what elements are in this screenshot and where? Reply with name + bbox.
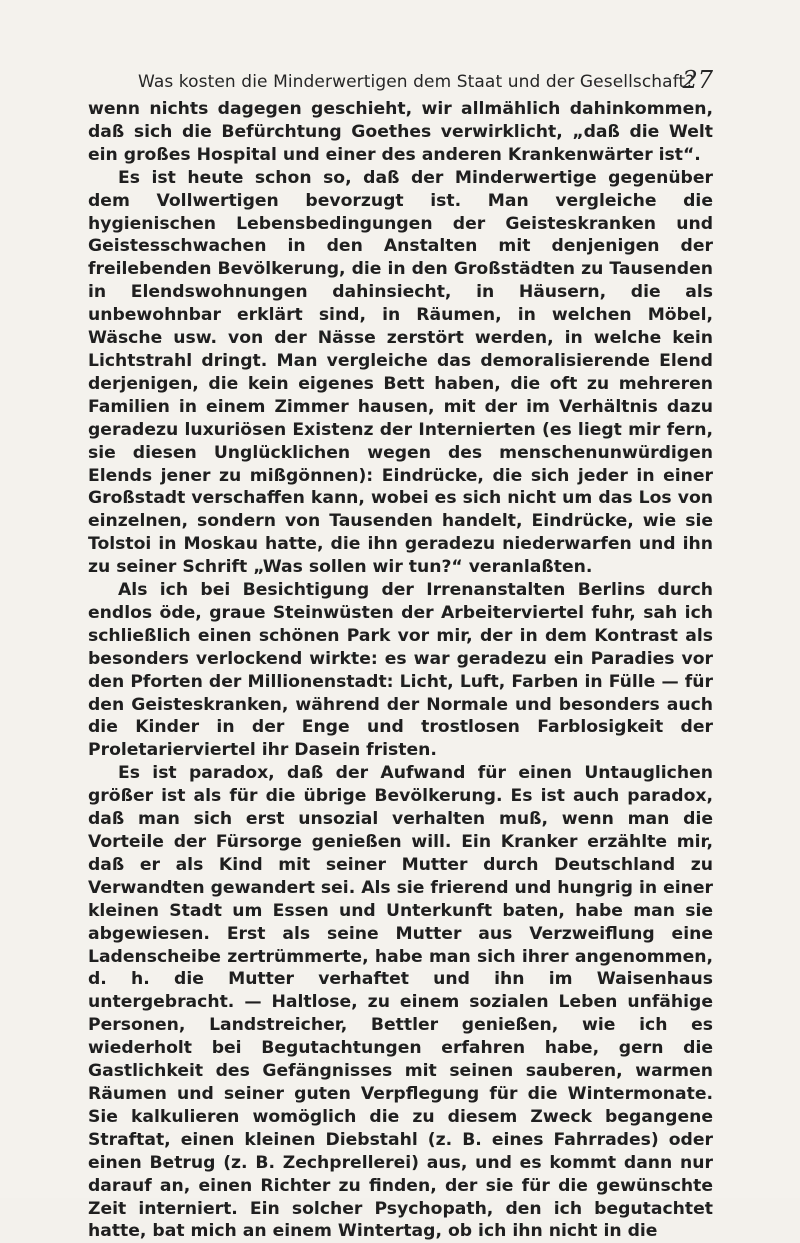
paragraph: Es ist heute schon so, daß der Minderwertige gegenüber dem Vollwertigen bevorzugt ist. Man vergleiche die hygienischen Lebensbedingungen der Geisteskranken und Geistesschwachen in den Anstalten mit denjenigen der freilebenden Bevölkerung, die in den Großstädten zu Tausenden in Elendswohnungen dahinsiecht, in Häusern, die als unbewohnbar erklärt sind, in Räumen, in welchen Möbel, Wäsche usw. von der Nässe zerstört werden, in welche kein Lichtstrahl dringt. Man vergleiche das demoralisierende Elend derjenigen, die kein eigenes Bett haben, die oft zu mehreren Familien in einem Zimmer hausen, mit der im Verhältnis dazu geradezu luxuriösen Existenz der Internierten (es liegt mir fern, sie diesen Unglücklichen wegen des menschenunwürdigen Elends jener zu mißgönnen): Eindrücke, die sich jeder in einer Großstadt verschaffen kann, wobei es sich nicht um das Los von einzelnen, sondern von Tausenden handelt, Eindrücke, wie sie Tolstoi in Moskau hatte, die ihn geradezu niederwarfen und ihn zu seiner Schrift „Was sollen wir tun?“ veranlaßten. [88,167,713,578]
running-header [138,66,713,100]
body-text [88,98,713,1243]
page-number: 27 [682,66,713,94]
paragraph-continuation: wenn nichts dagegen geschieht, wir allmählich dahinkommen, daß sich die Befürchtung Goethes verwirklicht, „daß die Welt ein großes Hospital und einer des anderen Krankenwärter ist“. [88,99,713,165]
paragraph: Es ist paradox, daß der Aufwand für einen Untauglichen größer ist als für die übrige Bevölkerung. Es ist auch paradox, daß man sich erst unsozial verhalten muß, wenn man die Vorteile der Fürsorge genießen will. Ein Kranker erzählte mir, daß er als Kind mit seiner Mutter durch Deutschland zu Verwandten gewandert sei. Als sie frierend und hungrig in einer kleinen Stadt um Essen und Unterkunft baten, habe man sie abgewiesen. Erst als seine Mutter aus Verzweiflung eine Ladenscheibe zertrümmerte, habe man sich ihrer angenommen, d. h. die Mutter verhaftet und ihn im Waisenhaus untergebracht. — Haltlose, zu einem sozialen Leben unfähige Personen, Landstreicher, Bettler genießen, wie ich es wiederholt bei Begutachtungen erfahren habe, gern die Gastlichkeit des Gefängnisses mit seinen sauberen, warmen Räumen und seiner guten Verpflegung für die Wintermonate. Sie kalkulieren womöglich die zu diesem Zweck begangene Straftat, einen kleinen Diebstahl (z. B. eines Fahrrades) oder einen Betrug (z. B. Zechprellerei) aus, und es kommt dann nur darauf an, einen Richter zu finden, der sie für die gewünschte Zeit interniert. Ein solcher Psychopath, den ich begutachtet hatte, bat mich an einem Wintertag, ob ich ihn nicht in die [88,763,713,1242]
paragraph: Als ich bei Besichtigung der Irrenanstalten Berlins durch endlos öde, graue Steinwüsten der Arbeiterviertel fuhr, sah ich schließlich einen schönen Park vor mir, der in dem Kontrast als besonders verlockend wirkte: es war geradezu ein Paradies vor den Pforten der Millionenstadt: Licht, Luft, Farben in Fülle — für den Geisteskranken, während der Normale und besonders auch die Kinder in der Enge und trostlosen Farblosigkeit der Proletarierviertel ihr Dasein fristen. [88,580,713,761]
running-title: Was kosten die Minderwertigen dem Staat und der Gesellschaft? [138,72,695,92]
